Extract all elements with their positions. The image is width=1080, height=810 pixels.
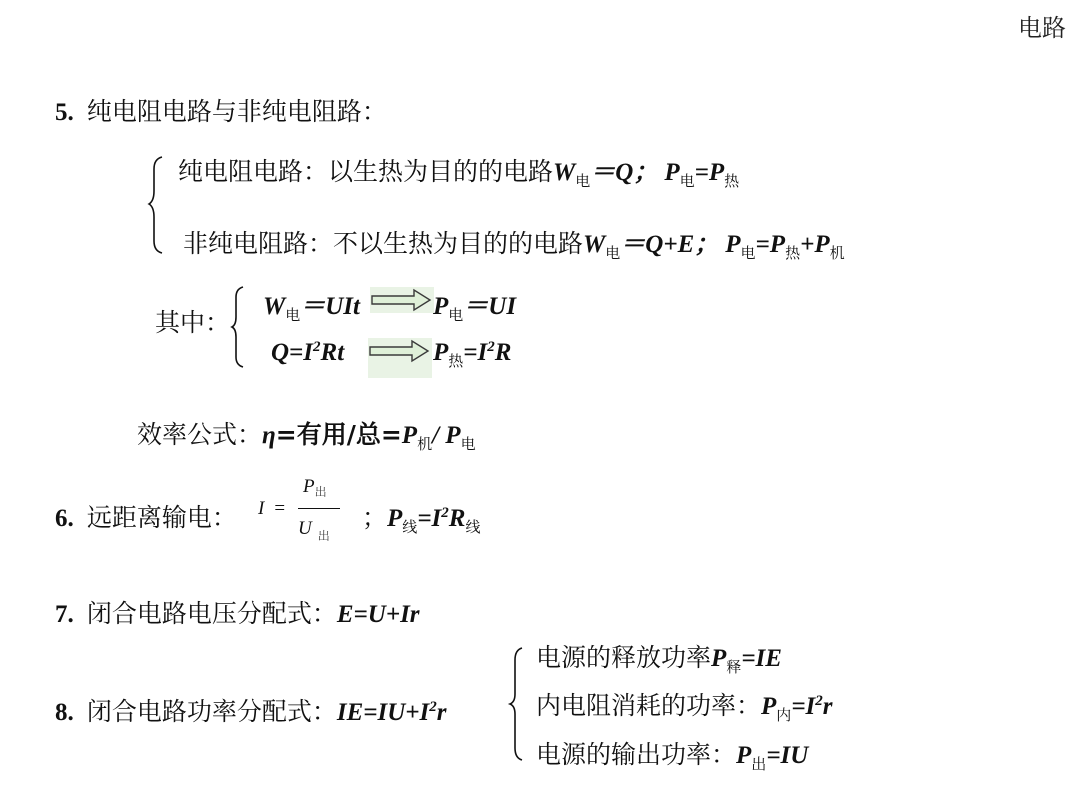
formula-sub: 内: [776, 706, 792, 724]
formula-part: ＝UI: [463, 293, 517, 320]
formula-sup: 2: [313, 339, 321, 355]
separator: ；: [362, 503, 388, 532]
formula-part: P: [433, 293, 449, 320]
formula-part: =IE: [741, 645, 782, 672]
efficiency-line: [137, 415, 476, 454]
brace-power: [509, 646, 525, 762]
among-row-2-rhs: [433, 339, 511, 371]
formula-part: I: [258, 498, 265, 519]
fraction-denominator: [298, 518, 330, 544]
formula-part: r: [822, 693, 833, 720]
power-item-label: 内电阻消耗的功率：: [536, 691, 762, 720]
formula-part: =I: [417, 505, 442, 532]
section-title: 远距离输电：: [86, 503, 237, 532]
formula-part: /: [432, 422, 446, 449]
among-row-2-lhs: [271, 339, 344, 367]
formula-part: ＝UIt: [300, 293, 360, 320]
among-row-1-lhs: [263, 286, 360, 325]
fraction-numerator: [303, 476, 327, 500]
formula-part: =I: [791, 693, 816, 720]
formula-part: =有用/总=: [275, 420, 402, 449]
formula-p: P: [387, 505, 403, 532]
nonpure-label: 非纯电阻路：不以生热为目的的电路: [183, 229, 584, 258]
formula-part: R: [494, 339, 512, 366]
formula-part: P: [433, 339, 449, 366]
formula-part: R: [448, 505, 466, 532]
pure-label: 纯电阻电路：以生热为目的的电路: [178, 157, 554, 186]
formula-p: P: [736, 742, 752, 769]
formula-part: =IU: [766, 742, 809, 769]
formula-sub: 出: [314, 485, 327, 499]
formula-sub: 电: [575, 172, 591, 190]
power-item-internal: [536, 686, 833, 725]
formula-part: =I: [463, 339, 488, 366]
arrow-right-icon: [370, 287, 434, 313]
formula-part: r: [436, 699, 447, 726]
brace-pure-nonpure: [148, 155, 168, 255]
formula-part: P: [303, 476, 315, 497]
formula: E=U+Ir: [336, 601, 420, 628]
formula-sub: 电: [679, 172, 695, 190]
formula: IE=IU+I: [336, 699, 430, 726]
formula-sub: 热: [448, 352, 464, 370]
formula-sub: 电: [605, 244, 621, 262]
section-5-heading: [55, 92, 387, 128]
arrow-right-icon: [368, 338, 432, 378]
section-number: 5.: [55, 99, 74, 126]
formula-part: =P: [694, 159, 725, 186]
power-item-label: 电源的释放功率: [536, 643, 712, 672]
formula-part: W: [263, 293, 286, 320]
formula-sub: 释: [726, 658, 742, 676]
section-number: 8.: [55, 699, 74, 726]
formula-part: =: [274, 498, 286, 519]
formula-part: =P: [755, 231, 786, 258]
formula-part: Q=I: [271, 339, 314, 366]
formula-sub: 电: [460, 435, 476, 453]
section-7-heading: [55, 594, 420, 630]
formula-sub: 电: [285, 306, 301, 324]
formula-p: P: [761, 693, 777, 720]
nonpure-resistance-line: [183, 224, 845, 263]
power-item-release: [536, 638, 782, 677]
formula-part: +P: [800, 231, 830, 258]
section-number: 6.: [55, 505, 74, 532]
formula-sub: 线: [402, 518, 418, 536]
efficiency-label: 效率公式：: [137, 420, 263, 449]
fraction-bar: [298, 508, 340, 509]
formula-sup: 2: [487, 339, 495, 355]
eta-symbol: η: [262, 422, 276, 449]
power-item-label: 电源的输出功率：: [536, 740, 737, 769]
formula-part: U: [298, 518, 312, 539]
formula-sup: 2: [815, 693, 823, 709]
section-title: 闭合电路功率分配式：: [86, 697, 337, 726]
formula-sup: 2: [429, 699, 437, 715]
formula-sub: 机: [417, 435, 433, 453]
section-6-heading: [55, 498, 237, 534]
formula-p: P: [664, 159, 680, 186]
formula-part: Rt: [320, 339, 345, 366]
formula-sub: 线: [465, 518, 481, 536]
line-loss-formula: [362, 498, 481, 537]
formula-p: P: [711, 645, 727, 672]
section-title: 闭合电路电压分配式：: [86, 599, 337, 628]
formula-w: W: [553, 159, 576, 186]
section-title: 纯电阻电路与非纯电阻路：: [86, 97, 387, 126]
formula-p: P: [725, 231, 741, 258]
power-item-output: [536, 735, 808, 774]
formula-sub: 出: [751, 755, 767, 773]
formula-sub: 热: [785, 244, 801, 262]
among-label: 其中：: [155, 308, 231, 337]
pure-resistance-line: [178, 152, 739, 191]
formula-w: W: [583, 231, 606, 258]
formula-p: P: [445, 422, 461, 449]
formula-part: ＝Q+E；: [620, 231, 720, 258]
among-row-1-rhs: [433, 286, 516, 325]
section-number: 7.: [55, 601, 74, 628]
formula-sub: 电: [740, 244, 756, 262]
formula-sub: 出: [317, 529, 330, 543]
brace-among: [231, 285, 247, 369]
page-corner-label: 电路: [1018, 14, 1066, 42]
section-8-heading: [55, 692, 447, 728]
formula-sub: 电: [448, 306, 464, 324]
formula-p: P: [401, 422, 418, 449]
formula-part: ＝Q；: [590, 159, 659, 186]
formula-sub: 机: [829, 244, 845, 262]
formula-sup: 2: [441, 505, 449, 521]
formula-sub: 热: [724, 172, 740, 190]
fraction-lhs: [258, 498, 285, 520]
